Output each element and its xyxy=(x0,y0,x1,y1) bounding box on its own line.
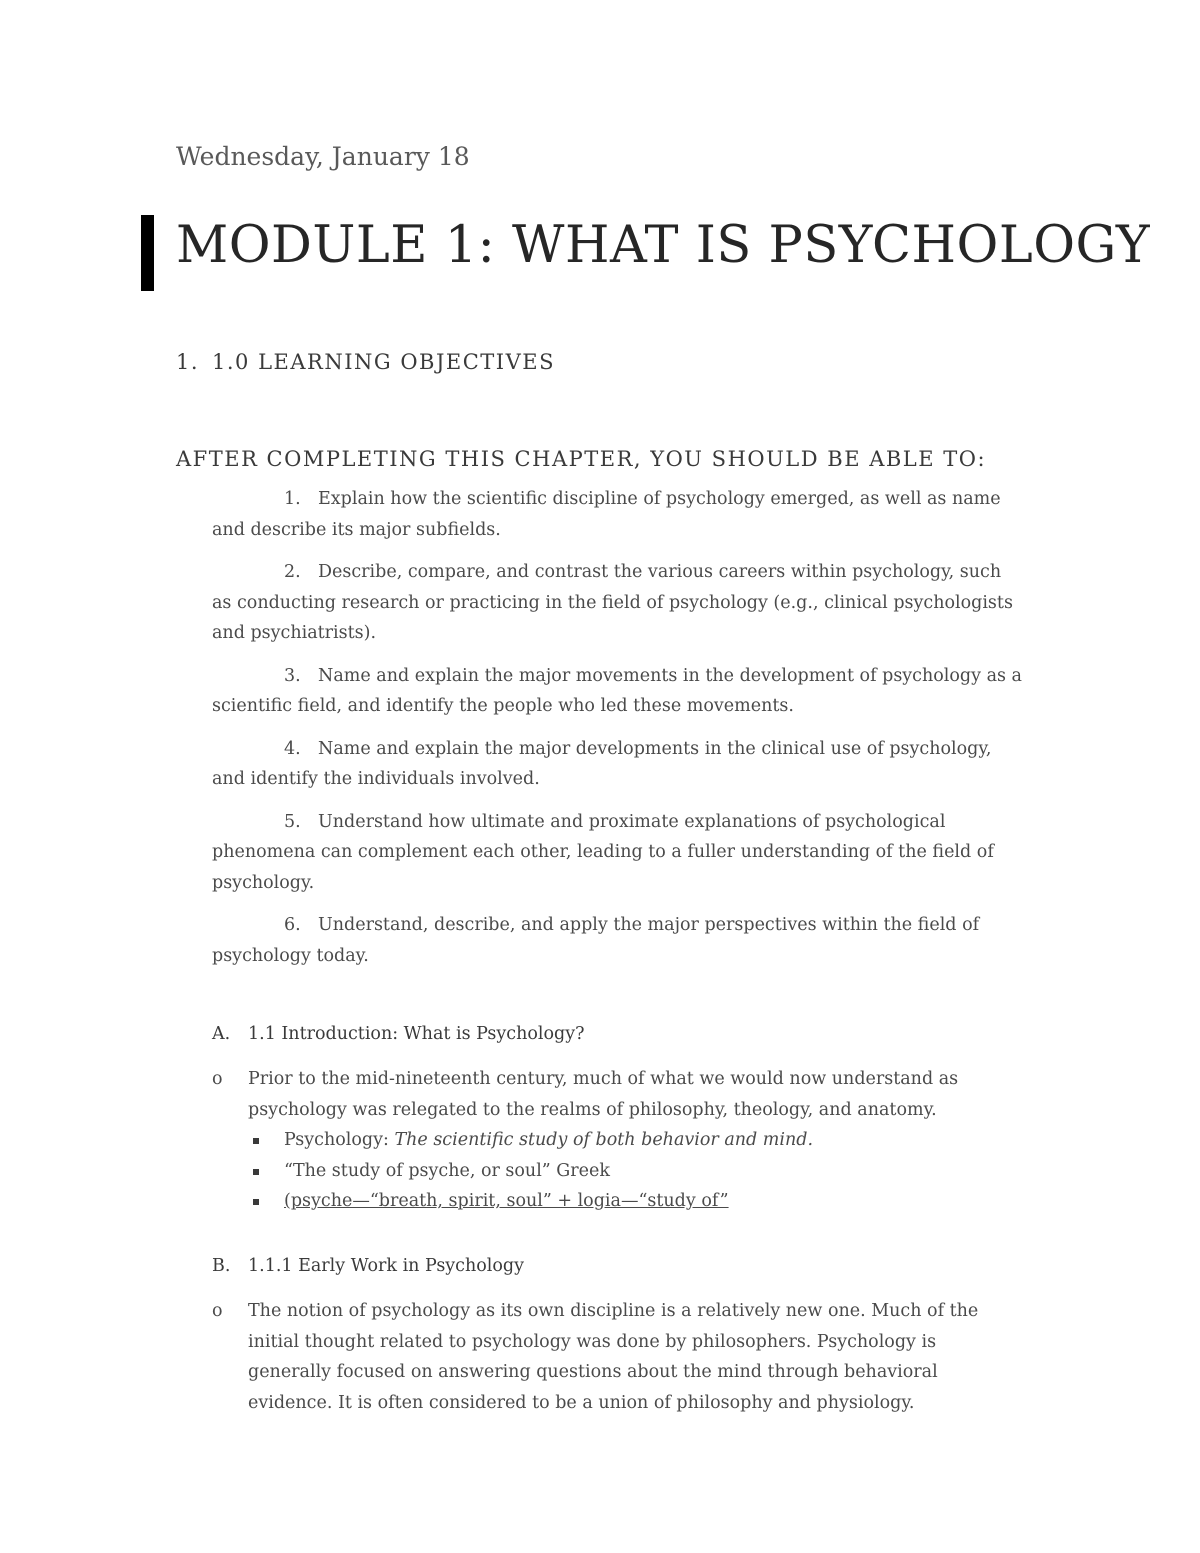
objective-item xyxy=(212,807,1024,899)
objective-number: 3. xyxy=(284,665,301,686)
section-number: 1. xyxy=(176,350,200,374)
subsection-a-bullet xyxy=(212,1064,1002,1125)
psychology-definition: The scientific study of both behavior and mind. xyxy=(394,1130,814,1150)
subsection-a-title: 1.1 Introduction: What is Psychology? xyxy=(248,1024,585,1044)
section-heading xyxy=(176,350,555,374)
section-title: 1.0 LEARNING OBJECTIVES xyxy=(212,350,555,374)
objectives-heading: AFTER COMPLETING THIS CHAPTER, YOU SHOULD BE ABLE TO: xyxy=(176,447,987,471)
square-bullet-icon xyxy=(253,1199,259,1205)
objective-item xyxy=(212,557,1024,649)
date-header: Wednesday, January 18 xyxy=(176,142,470,171)
objective-item xyxy=(212,734,1024,795)
circle-bullet-icon: o xyxy=(212,1301,223,1321)
objective-text: Name and explain the major developments in the clinical use of psychology, and identify the individuals involved. xyxy=(212,738,992,789)
square-bullet-icon xyxy=(253,1138,259,1144)
etymology-text: (psyche—“breath, spirit, soul” + logia—“study of” xyxy=(284,1191,729,1211)
psychology-term: Psychology: xyxy=(284,1130,395,1150)
objective-item xyxy=(212,910,1024,971)
objective-text: Understand, describe, and apply the major perspectives within the field of psychology today. xyxy=(212,915,980,966)
subsection-a-body xyxy=(212,1064,1002,1217)
objective-text: Explain how the scientific discipline of psychology emerged, as well as name and describe its major subfields. xyxy=(212,489,1001,540)
circle-bullet-icon: o xyxy=(212,1069,223,1089)
title-accent-bar xyxy=(141,215,154,291)
square-bullet-icon xyxy=(253,1169,259,1175)
objective-text: Name and explain the major movements in the development of psychology as a scientific field, and identify the people who led these movements. xyxy=(212,665,1022,716)
objective-number: 5. xyxy=(284,811,301,832)
subsection-b-heading xyxy=(212,1256,524,1276)
subsection-b-letter: B. xyxy=(212,1256,231,1276)
objective-text: Describe, compare, and contrast the various careers within psychology, such as conducting research or practicing in the field of psychology (e.g., clinical psychologists and psychiatrists). xyxy=(212,562,1013,643)
subsection-b-body xyxy=(212,1296,1002,1418)
subsection-a-heading xyxy=(212,1024,585,1044)
subsection-a-letter: A. xyxy=(212,1024,231,1044)
subsection-b-bullet-text: The notion of psychology as its own discipline is a relatively new one. Much of the initial thought related to psychology was done by philosophers. Psychology is generally focused on answering questions about the mind through behavioral evidence. It is often considered to be a union of philosophy and physiology. xyxy=(248,1301,979,1413)
objective-number: 6. xyxy=(284,915,301,935)
sublist-item xyxy=(212,1186,1002,1217)
subsection-a-sublist xyxy=(212,1125,1002,1217)
objective-item xyxy=(212,661,1024,722)
subsection-b-bullet xyxy=(212,1296,1002,1418)
sublist-item xyxy=(212,1125,1002,1156)
subsection-b-title: 1.1.1 Early Work in Psychology xyxy=(248,1256,525,1276)
subsection-a-bullet-text: Prior to the mid-nineteenth century, much of what we would now understand as psychology was relegated to the realms of philosophy, theology, and anatomy. xyxy=(248,1069,959,1120)
objective-number: 1. xyxy=(284,489,301,509)
objective-number: 4. xyxy=(284,738,301,759)
objective-number: 2. xyxy=(284,562,301,582)
module-title: MODULE 1: WHAT IS PSYCHOLOGY xyxy=(176,216,1151,275)
objectives-list xyxy=(212,484,1024,983)
psyche-meaning: “The study of psyche, or soul” Greek xyxy=(284,1160,610,1181)
objective-item xyxy=(212,484,1024,545)
sublist-item xyxy=(212,1156,1002,1187)
objective-text: Understand how ultimate and proximate explanations of psychological phenomena can complement each other, leading to a fuller understanding of the field of psychology. xyxy=(212,811,994,893)
